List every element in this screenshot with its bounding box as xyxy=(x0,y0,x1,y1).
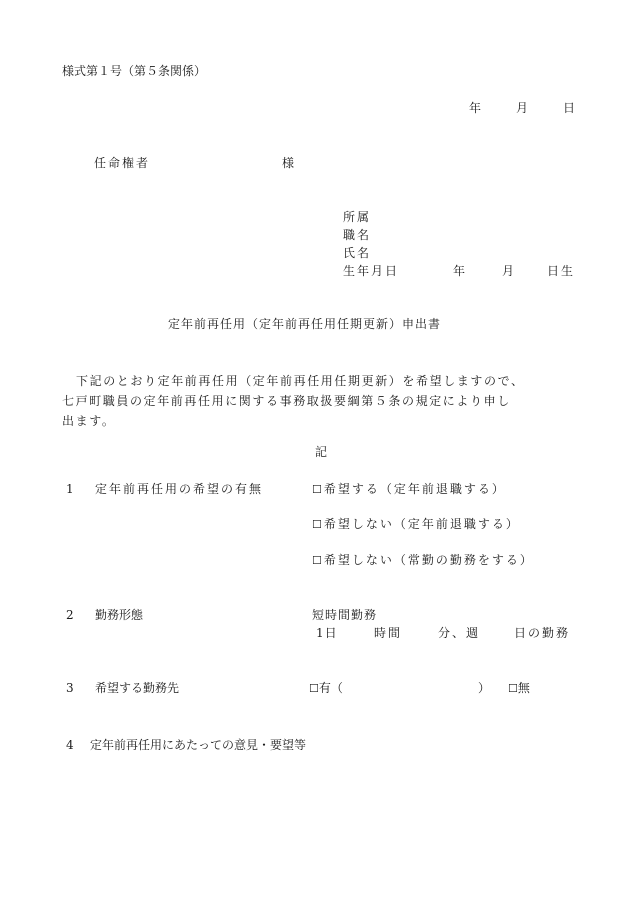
item1-number: 1 xyxy=(66,482,74,496)
item2-schedule-hours: 時間 xyxy=(374,626,403,640)
applicant-birth-day: 日生 xyxy=(547,264,576,278)
item1-option-nowish-retire[interactable]: ☐希望しない（定年前退職する） xyxy=(312,517,520,531)
item2-schedule-minutes: 分、週 xyxy=(438,626,481,640)
item2-number: 2 xyxy=(66,608,74,622)
item2-schedule-days: 日の勤務 xyxy=(514,626,571,640)
checkbox-icon[interactable]: ☐ xyxy=(508,682,518,695)
item2-type: 短時間勤務 xyxy=(312,608,378,622)
item3-option-yes[interactable]: ☐有（ xyxy=(309,681,343,695)
item4-number: 4 xyxy=(66,738,74,752)
ki-heading: 記 xyxy=(315,445,328,459)
item2-schedule-day: 1日 xyxy=(316,626,338,640)
applicant-birth-label: 生年月日 xyxy=(343,264,400,278)
date-year: 年 xyxy=(469,101,482,115)
item1-option-wish[interactable]: ☐希望する（定年前退職する） xyxy=(312,482,506,496)
body-line: 出ます。 xyxy=(62,414,116,428)
checkbox-icon[interactable]: ☐ xyxy=(312,483,324,496)
form-number: 様式第１号（第５条関係） xyxy=(62,64,207,78)
item3-label: 希望する勤務先 xyxy=(95,681,180,695)
checkbox-icon[interactable]: ☐ xyxy=(309,682,319,695)
item1-option-nowish-fulltime[interactable]: ☐希望しない（常勤の勤務をする） xyxy=(312,553,534,567)
applicant-affiliation-label: 所属 xyxy=(343,210,372,224)
item3-option-no[interactable]: ☐無 xyxy=(508,681,530,695)
item1-label: 定年前再任用の希望の有無 xyxy=(95,482,264,496)
item3-close-paren: ） xyxy=(478,681,491,695)
checkbox-icon[interactable]: ☐ xyxy=(312,554,324,567)
applicant-birth-month: 月 xyxy=(502,264,515,278)
item2-label: 勤務形態 xyxy=(95,608,144,622)
body-line: 下記のとおり定年前再任用（定年前再任用任期更新）を希望しますので、 xyxy=(76,374,525,388)
applicant-position-label: 職名 xyxy=(343,228,372,242)
addressee-label: 任命権者 xyxy=(94,156,151,170)
addressee-honorific: 様 xyxy=(282,156,295,170)
applicant-name-label: 氏名 xyxy=(343,246,372,260)
document-title: 定年前再任用（定年前再任用任期更新）申出書 xyxy=(168,317,442,331)
date-day: 日 xyxy=(563,101,576,115)
body-line: 七戸町職員の定年前再任用に関する事務取扱要綱第５条の規定により申し xyxy=(62,394,511,408)
checkbox-icon[interactable]: ☐ xyxy=(312,518,324,531)
item4-label: 定年前再任用にあたっての意見・要望等 xyxy=(90,738,307,752)
item3-number: 3 xyxy=(66,681,74,695)
date-month: 月 xyxy=(516,101,529,115)
applicant-birth-year: 年 xyxy=(453,264,466,278)
body-paragraph xyxy=(62,371,582,431)
